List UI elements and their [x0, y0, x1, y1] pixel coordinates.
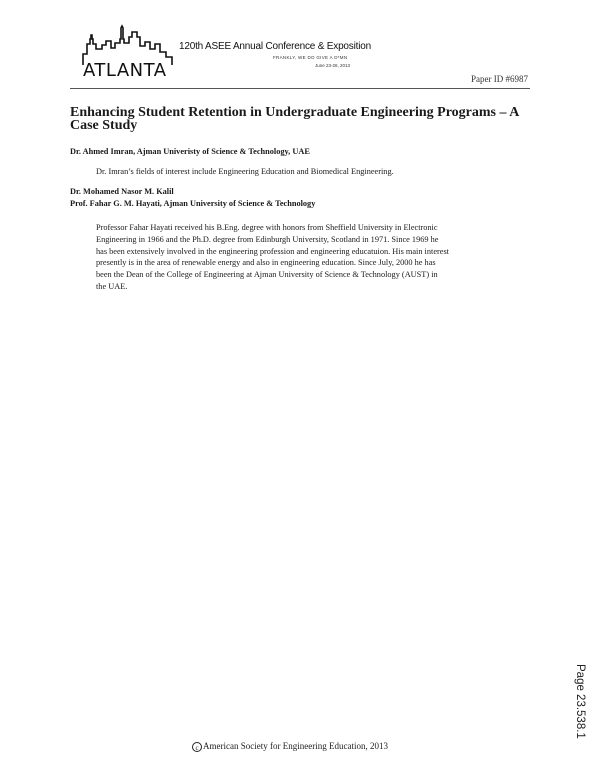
- bio-line: presently is in the area of renewable energy and also in engineering education. Since July, 2000 he has: [96, 258, 436, 268]
- author-bio: Dr. Imran’s fields of interest include Engineering Education and Biomedical Engineering.: [96, 167, 394, 176]
- author-name: Dr. Ahmed Imran, Ajman Univeristy of Science & Technology, UAE: [70, 147, 310, 156]
- author-name: Dr. Mohamed Nasor M. Kalil: [70, 187, 174, 196]
- author-bio: [96, 222, 521, 293]
- conference-title: 120th ASEE Annual Conference & Exposition: [179, 41, 371, 52]
- paper-id: Paper ID #6987: [471, 74, 528, 84]
- bio-line: the UAE.: [96, 281, 128, 291]
- bio-line: Professor Fahar Hayati received his B.Eng. degree with honors from Sheffield University in Electronic: [96, 223, 438, 232]
- copyright-notice: [192, 741, 388, 752]
- logo-city-name: ATLANTA: [83, 60, 167, 81]
- bio-line: Engineering in 1966 and the Ph.D. degree from Edinburgh University, Scotland in 1971. Since 1969 he: [96, 234, 439, 244]
- author-name: Prof. Fahar G. M. Hayati, Ajman University of Science & Technology: [70, 199, 316, 208]
- copyright-icon: c: [192, 742, 202, 752]
- conference-logo: [80, 24, 370, 80]
- conference-dates: June 23-26, 2013: [315, 63, 351, 68]
- copyright-text: American Society for Engineering Education, 2013: [203, 741, 388, 751]
- bio-line: been the Dean of the College of Engineering at Ajman University of Science & Technology (AUST) in: [96, 270, 438, 280]
- header-divider: [70, 88, 530, 89]
- paper-title: Enhancing Student Retention in Undergraduate Engineering Programs – A Case Study: [70, 105, 519, 133]
- conference-tagline: FRANKLY, WE DO GIVE A D*MN: [273, 55, 348, 60]
- bio-line: has been extensively involved in the engineering profession and engineering educatuion. His main interest: [96, 246, 449, 256]
- page-number: Page 23.538.1: [574, 664, 586, 739]
